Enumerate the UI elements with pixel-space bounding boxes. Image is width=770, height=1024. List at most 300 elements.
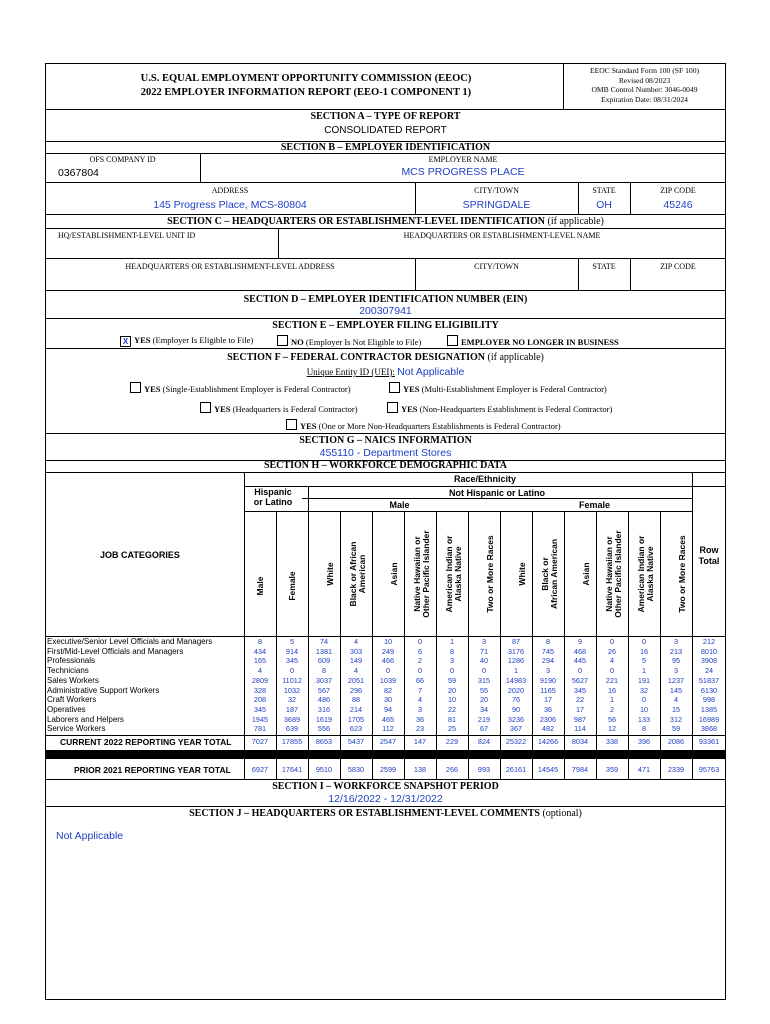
table-cell: 9190 [539, 675, 557, 685]
table-cell: 95 [671, 656, 681, 666]
table-cell: 0 [289, 666, 295, 676]
table-cell: 2809 [251, 675, 269, 685]
table-cell: 296 [349, 685, 363, 695]
table-cell: 3689 [283, 714, 301, 724]
column-header-line: Two or More Races [677, 535, 687, 613]
table-cell: 88 [351, 695, 361, 705]
fc-single-establishment-option[interactable]: YES (Single-Establishment Employer is Federal Contractor) [130, 382, 351, 394]
table-cell: 145 [669, 685, 683, 695]
column-header-6 [409, 514, 431, 634]
hq-unit-id-label: HQ/ESTABLISHMENT-LEVEL UNIT ID [58, 231, 196, 240]
table-cell: 82 [383, 685, 393, 695]
snapshot-period-value: 12/16/2022 - 12/31/2022 [328, 793, 443, 805]
table-cell: 3 [545, 666, 551, 676]
total-cell: 5437 [347, 737, 365, 746]
table-cell: 434 [253, 646, 267, 656]
table-cell: 345 [573, 685, 587, 695]
job-category-label: Laborers and Helpers [47, 714, 124, 724]
eligible-yes-option[interactable]: X YES (Employer Is Eligible to File) [120, 335, 253, 347]
table-cell: 8 [641, 724, 647, 734]
total-cell: 7984 [571, 765, 589, 774]
ofs-company-id-label: OFS COMPANY ID [89, 155, 156, 164]
column-header-5 [377, 514, 399, 634]
table-cell: 1619 [315, 714, 333, 724]
fc-one-or-more-checkbox[interactable] [286, 419, 297, 430]
total-cell: 824 [477, 737, 491, 746]
table-cell: 1039 [379, 675, 397, 685]
table-cell: 4 [353, 637, 359, 646]
fc-headquarters-option[interactable]: YES (Headquarters is Federal Contractor) [200, 402, 358, 414]
report-title-line1: U.S. EQUAL EMPLOYMENT OPPORTUNITY COMMISSION (EEOC) [140, 73, 472, 84]
table-cell: 10 [383, 637, 393, 646]
table-cell: 8 [321, 666, 327, 676]
hispanic-header: Hispanic or Latino [253, 487, 293, 507]
hq-state-label: STATE [592, 262, 616, 271]
total-cell: 14266 [537, 737, 559, 746]
table-cell: 3 [673, 666, 679, 676]
city-value: SPRINGDALE [462, 199, 531, 211]
table-cell: 12 [607, 724, 617, 734]
expiration-date: Expiration Date: 08/31/2024 [601, 94, 688, 104]
table-cell: 22 [447, 704, 457, 714]
total-cell: 6927 [251, 765, 269, 774]
section-a-title: SECTION A – TYPE OF REPORT [310, 111, 461, 122]
row-total-cell: 16989 [698, 714, 720, 724]
table-cell: 40 [479, 656, 489, 666]
table-cell: 71 [479, 646, 489, 656]
table-cell: 15 [671, 704, 681, 714]
table-cell: 149 [349, 656, 363, 666]
table-cell: 55 [479, 685, 489, 695]
table-cell: 1 [609, 695, 615, 705]
table-cell: 14983 [505, 675, 527, 685]
table-cell: 3 [673, 637, 679, 646]
row-total-cell: 212 [702, 637, 716, 646]
table-cell: 208 [253, 695, 267, 705]
no-longer-in-business-option[interactable]: EMPLOYER NO LONGER IN BUSINESS [447, 335, 619, 347]
column-header-line: Other Pacific Islander [613, 530, 623, 618]
address-label: ADDRESS [211, 186, 249, 195]
table-cell: 221 [605, 675, 619, 685]
total-cell: 2339 [667, 765, 685, 774]
table-cell: 36 [543, 704, 553, 714]
form-number: EEOC Standard Form 100 (SF 100) [589, 66, 700, 75]
table-cell: 32 [287, 695, 297, 705]
total-cell: 2547 [379, 737, 397, 746]
eligible-yes-checkbox[interactable]: X [120, 336, 131, 347]
fc-non-hq-option[interactable]: YES (Non-Headquarters Establishment is Federal Contractor) [387, 402, 612, 414]
table-cell: 17 [543, 695, 553, 705]
table-cell: 32 [639, 685, 649, 695]
column-header-line: Two or More Races [485, 535, 495, 613]
table-cell: 5 [289, 637, 295, 646]
table-cell: 114 [574, 724, 586, 734]
total-cell: 9510 [315, 765, 333, 774]
column-header-line: Black or African [348, 541, 358, 607]
table-row [45, 686, 726, 696]
table-cell: 4 [257, 666, 263, 676]
section-g-title: SECTION G – NAICS INFORMATION [299, 435, 472, 446]
table-cell: 2020 [507, 685, 525, 695]
table-cell: 4 [353, 666, 359, 676]
table-cell: 94 [383, 704, 393, 714]
column-header-line: American Indian or [636, 535, 646, 613]
table-cell: 17 [575, 704, 585, 714]
report-title [46, 72, 566, 100]
row-total-cell: 51837 [698, 675, 720, 685]
table-cell: 0 [385, 666, 391, 676]
male-header: Male [389, 500, 410, 510]
total-cell: 2599 [379, 765, 397, 774]
race-ethnicity-header: Race/Ethnicity [453, 474, 517, 484]
hq-zip-label: ZIP CODE [660, 262, 696, 271]
table-cell: 2 [609, 704, 615, 714]
grand-total-cell: 93361 [698, 737, 720, 746]
table-cell: 7 [417, 685, 423, 695]
table-cell: 25 [447, 724, 457, 734]
column-header-12 [601, 514, 623, 634]
workforce-table [45, 637, 726, 734]
column-header-line: Native Hawaiian or [412, 536, 422, 612]
table-cell: 567 [317, 685, 331, 695]
table-row [45, 676, 726, 686]
column-header-line: African American [549, 538, 559, 610]
table-cell: 0 [609, 637, 615, 646]
row-total-cell: 8010 [700, 646, 718, 656]
job-category-label: Craft Workers [47, 695, 97, 705]
total-cell: 14545 [537, 765, 559, 774]
prior-total-label: PRIOR 2021 REPORTING YEAR TOTAL [74, 765, 231, 775]
table-cell: 214 [349, 704, 363, 714]
table-cell: 1 [641, 666, 647, 676]
section-h-title: SECTION H – WORKFORCE DEMOGRAPHIC DATA [263, 460, 508, 471]
address-value: 145 Progress Place, MCS-80804 [153, 199, 307, 211]
total-cell: 266 [445, 765, 459, 774]
ein-value: 200307941 [359, 305, 412, 317]
table-cell: 4 [673, 695, 679, 705]
column-header-10 [537, 514, 559, 634]
table-cell: 2 [417, 656, 423, 666]
table-cell: 219 [477, 714, 491, 724]
employer-name-value: MCS PROGRESS PLACE [401, 166, 525, 178]
table-cell: 20 [447, 685, 457, 695]
fc-multi-checkbox[interactable] [389, 382, 400, 393]
row-total-cell: 3868 [700, 724, 718, 734]
table-cell: 87 [511, 637, 521, 646]
table-cell: 466 [381, 656, 395, 666]
current-total-label: CURRENT 2022 REPORTING YEAR TOTAL [60, 737, 232, 747]
total-cell: 5830 [347, 765, 365, 774]
state-value: OH [596, 199, 612, 211]
table-cell: 8 [449, 646, 455, 656]
total-cell: 26161 [505, 765, 527, 774]
table-cell: 0 [577, 666, 583, 676]
table-cell: 3 [417, 704, 423, 714]
uei-row [45, 366, 726, 378]
row-total-cell: 24 [704, 666, 714, 676]
table-cell: 1032 [283, 685, 301, 695]
fc-headquarters-checkbox[interactable] [200, 402, 211, 413]
uei-label: Unique Entity ID (UEI): [306, 367, 395, 377]
total-cell: 7027 [251, 737, 269, 746]
table-cell: 0 [641, 637, 647, 646]
table-cell: 328 [253, 685, 267, 695]
zip-value: 45246 [663, 199, 693, 211]
table-cell: 556 [317, 724, 331, 734]
table-cell: 3176 [507, 646, 525, 656]
table-row [45, 666, 726, 676]
row-total-cell: 998 [702, 695, 716, 705]
table-row [45, 724, 726, 734]
total-cell: 138 [413, 765, 427, 774]
table-cell: 1 [513, 666, 519, 676]
column-header-4 [345, 514, 367, 634]
table-cell: 486 [317, 695, 331, 705]
column-header-1 [249, 526, 271, 646]
hq-name-label: HEADQUARTERS OR ESTABLISHMENT-LEVEL NAME [403, 231, 601, 240]
table-cell: 133 [637, 714, 651, 724]
table-cell: 8 [545, 637, 551, 646]
column-header-line: Asian [389, 562, 399, 586]
table-cell: 2306 [539, 714, 557, 724]
ofs-company-id-value: 0367804 [58, 167, 99, 179]
job-category-label: Service Workers [47, 724, 106, 734]
table-cell: 0 [641, 695, 647, 705]
total-cell: 2086 [667, 737, 685, 746]
female-header: Female [578, 500, 611, 510]
job-category-label: Operatives [47, 704, 86, 714]
table-cell: 67 [479, 724, 489, 734]
total-cell: 25322 [505, 737, 527, 746]
table-row [45, 695, 726, 705]
hq-city-label: CITY/TOWN [474, 262, 519, 271]
column-header-11 [569, 514, 591, 634]
column-header-3 [313, 514, 335, 634]
fc-single-checkbox[interactable] [130, 382, 141, 393]
eligible-no-checkbox[interactable] [277, 335, 288, 346]
table-row [45, 637, 726, 647]
table-cell: 312 [669, 714, 683, 724]
row-total-cell: 3908 [700, 656, 718, 666]
table-cell: 623 [349, 724, 363, 734]
table-cell: 303 [349, 646, 363, 656]
total-cell: 17641 [281, 765, 303, 774]
table-cell: 59 [447, 675, 457, 685]
table-cell: 26 [607, 646, 617, 656]
table-cell: 20 [479, 695, 489, 705]
total-cell: 396 [637, 737, 651, 746]
table-cell: 112 [382, 724, 394, 734]
section-c-title: SECTION C – HEADQUARTERS OR ESTABLISHMENT-LEVEL IDENTIFICATION (if applicable) [167, 216, 604, 227]
job-category-label: Sales Workers [47, 675, 99, 685]
job-categories-header: JOB CATEGORIES [100, 550, 180, 560]
table-row [45, 656, 726, 666]
table-cell: 914 [285, 646, 299, 656]
table-cell: 34 [479, 704, 489, 714]
section-d-title: SECTION D – EMPLOYER IDENTIFICATION NUMBER (EIN) [243, 294, 528, 305]
table-cell: 1165 [540, 685, 556, 695]
table-cell: 482 [541, 724, 555, 734]
column-header-line: Other Pacific Islander [421, 530, 431, 618]
table-cell: 0 [417, 637, 423, 646]
job-category-label: Administrative Support Workers [47, 685, 160, 695]
section-e-title: SECTION E – EMPLOYER FILING ELIGIBILITY [272, 320, 499, 331]
table-cell: 1 [449, 637, 455, 646]
table-cell: 56 [607, 714, 617, 724]
not-hispanic-header: Not Hispanic or Latino [448, 488, 545, 498]
column-header-line: Male [254, 576, 265, 596]
job-category-label: First/Mid-Level Officials and Managers [47, 646, 184, 656]
column-header-line: Black or [540, 557, 550, 591]
column-header-line: American [357, 554, 367, 594]
total-cell: 8034 [571, 737, 589, 746]
section-f-title: SECTION F – FEDERAL CONTRACTOR DESIGNATION (if applicable) [227, 352, 544, 363]
table-cell: 0 [417, 666, 423, 676]
row-total-header: Row Total [698, 545, 720, 566]
fc-multi-establishment-option[interactable]: YES (Multi-Establishment Employer is Federal Contractor) [389, 382, 607, 394]
table-cell: 191 [637, 675, 651, 685]
fc-non-hq-checkbox[interactable] [387, 402, 398, 413]
table-cell: 294 [541, 656, 555, 666]
table-cell: 445 [573, 656, 587, 666]
comments-value: Not Applicable [56, 830, 124, 842]
form-info [563, 66, 726, 104]
table-row [45, 715, 726, 725]
state-label: STATE [592, 186, 616, 195]
table-cell: 16 [639, 646, 649, 656]
naics-value: 455110 - Department Stores [319, 447, 452, 459]
column-header-line: American Indian or [444, 535, 454, 613]
table-cell: 745 [541, 646, 555, 656]
table-cell: 11012 [282, 675, 302, 685]
table-cell: 4 [417, 695, 423, 705]
table-cell: 187 [285, 704, 299, 714]
column-header-14 [665, 514, 687, 634]
table-cell: 16 [607, 685, 617, 695]
table-cell: 5627 [571, 675, 589, 685]
column-header-8 [473, 514, 495, 634]
report-title-line2: 2022 EMPLOYER INFORMATION REPORT (EEO-1 COMPONENT 1) [140, 87, 472, 98]
table-cell: 10 [639, 704, 649, 714]
table-cell: 3037 [315, 675, 333, 685]
table-cell: 316 [317, 704, 331, 714]
table-cell: 781 [253, 724, 267, 734]
table-cell: 36 [415, 714, 425, 724]
table-cell: 2051 [347, 675, 365, 685]
fc-one-or-more-option[interactable]: YES (One or More Non-Headquarters Establishments is Federal Contractor) [286, 419, 561, 431]
column-header-line: White [325, 562, 335, 586]
job-category-label: Executive/Senior Level Officials and Managers [47, 637, 213, 646]
no-longer-in-business-checkbox[interactable] [447, 335, 458, 346]
city-label: CITY/TOWN [474, 186, 519, 195]
table-cell: 1381 [315, 646, 333, 656]
table-cell: 213 [669, 646, 683, 656]
table-cell: 0 [449, 666, 455, 676]
total-cell: 993 [477, 765, 491, 774]
column-header-line: Alaska Native [645, 546, 655, 602]
column-header-line: Female [286, 571, 297, 601]
report-type-value: CONSOLIDATED REPORT [324, 125, 447, 136]
table-cell: 1705 [347, 714, 365, 724]
table-cell: 468 [573, 646, 587, 656]
grand-total-cell: 95763 [698, 765, 720, 774]
job-category-label: Professionals [47, 656, 96, 666]
column-header-7 [441, 514, 463, 634]
zip-label: ZIP CODE [660, 186, 696, 195]
table-cell: 0 [481, 666, 487, 676]
table-cell: 639 [285, 724, 299, 734]
table-cell: 90 [511, 704, 521, 714]
table-cell: 345 [285, 656, 299, 666]
hq-address-label: HEADQUARTERS OR ESTABLISHMENT-LEVEL ADDRESS [125, 262, 335, 271]
table-cell: 315 [477, 675, 491, 685]
table-cell: 367 [509, 724, 523, 734]
table-row [45, 647, 726, 657]
table-cell: 609 [317, 656, 331, 666]
column-header-2 [281, 526, 303, 646]
row-total-cell: 1385 [700, 704, 718, 714]
total-cell: 471 [637, 765, 651, 774]
table-cell: 345 [253, 704, 267, 714]
table-cell: 0 [609, 666, 615, 676]
column-header-line: White [517, 562, 527, 586]
table-cell: 30 [383, 695, 393, 705]
table-cell: 987 [573, 714, 587, 724]
table-cell: 3 [481, 637, 487, 646]
table-cell: 66 [415, 675, 425, 685]
table-cell: 1945 [251, 714, 269, 724]
table-cell: 59 [671, 724, 681, 734]
table-cell: 5 [641, 656, 647, 666]
table-cell: 8 [257, 637, 263, 646]
table-cell: 3 [449, 656, 455, 666]
table-cell: 1286 [507, 656, 525, 666]
total-cell: 17855 [281, 737, 303, 746]
table-cell: 1237 [667, 675, 685, 685]
total-cell: 229 [445, 737, 459, 746]
table-cell: 465 [381, 714, 395, 724]
table-cell: 249 [381, 646, 395, 656]
table-cell: 76 [511, 695, 521, 705]
section-i-title: SECTION I – WORKFORCE SNAPSHOT PERIOD [272, 781, 499, 792]
table-cell: 22 [575, 695, 585, 705]
table-row [45, 705, 726, 715]
table-cell: 23 [415, 724, 425, 734]
eligible-no-option[interactable]: NO (Employer Is Not Eligible to File) [277, 335, 421, 347]
form-revised: Revised 08/2023 [618, 75, 671, 85]
table-cell: 6 [417, 646, 423, 656]
omb-control: OMB Control Number: 3046-0049 [591, 85, 698, 95]
column-header-line: Asian [581, 562, 591, 586]
total-cell: 8653 [315, 737, 333, 746]
table-cell: 81 [447, 714, 457, 724]
total-cell: 338 [605, 737, 619, 746]
employer-name-label: EMPLOYER NAME [428, 155, 498, 164]
section-b-title: SECTION B – EMPLOYER IDENTIFICATION [280, 142, 491, 153]
table-cell: 10 [447, 695, 457, 705]
total-cell: 147 [413, 737, 427, 746]
job-category-label: Technicians [47, 666, 89, 676]
column-header-line: Alaska Native [453, 546, 463, 602]
row-total-cell: 6130 [700, 685, 718, 695]
column-header-13 [633, 514, 655, 634]
total-cell: 359 [605, 765, 619, 774]
column-header-line: Native Hawaiian or [604, 536, 614, 612]
uei-value: Not Applicable [397, 366, 465, 378]
table-cell: 165 [253, 656, 267, 666]
table-cell: 4 [609, 656, 615, 666]
divider-bar [45, 750, 726, 759]
